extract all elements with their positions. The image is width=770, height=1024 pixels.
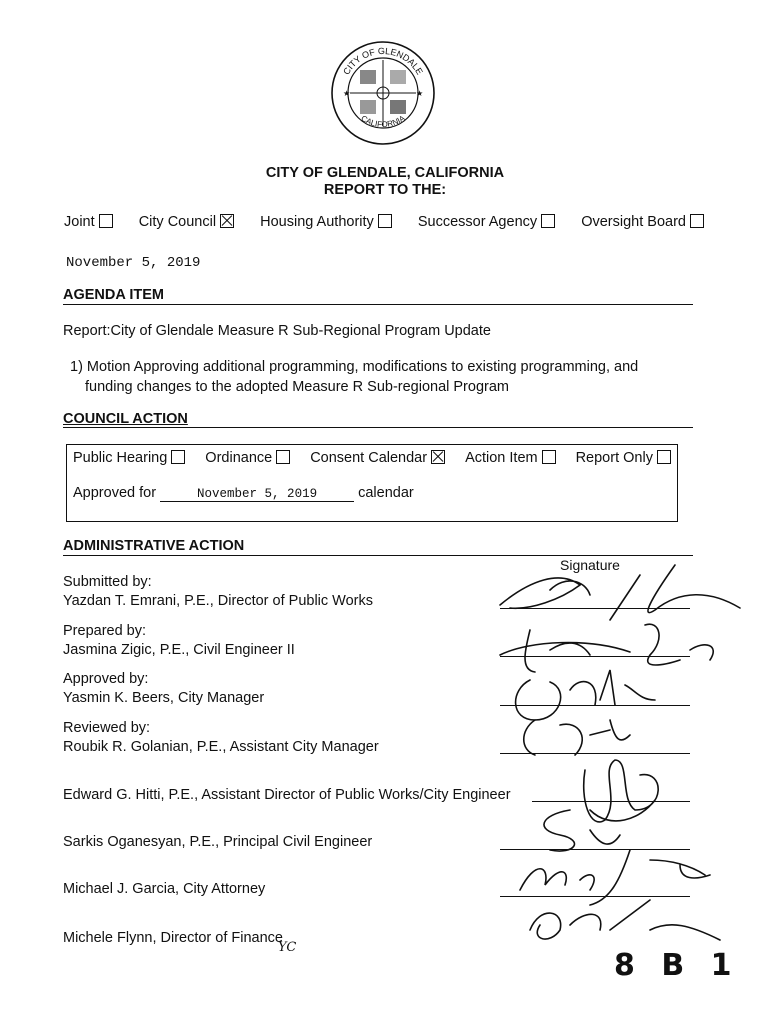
city-council-checkbox[interactable] (220, 214, 234, 228)
action-item-option[interactable]: Action Item (465, 450, 556, 466)
ordinance-checkbox[interactable] (276, 450, 290, 464)
consent-calendar-option[interactable]: Consent Calendar (310, 450, 445, 466)
approved-for-label: Approved for (73, 485, 157, 501)
housing-authority-option[interactable]: Housing Authority (260, 214, 392, 230)
city-seal-icon (330, 40, 436, 146)
oversight-board-option[interactable]: Oversight Board (581, 214, 704, 230)
joint-option[interactable]: Joint (64, 214, 113, 230)
report-only-option[interactable]: Report Only (576, 450, 671, 466)
agenda-rule (63, 304, 693, 305)
submitted-by-label: Submitted by: (63, 574, 152, 590)
flynn-name: Michele Flynn, Director of Finance (63, 930, 283, 946)
prepared-by-name: Jasmina Zigic, P.E., Civil Engineer II (63, 642, 295, 658)
approved-by-name: Yasmin K. Beers, City Manager (63, 690, 265, 706)
council-action-rule (63, 427, 693, 428)
housing-authority-checkbox[interactable] (378, 214, 392, 228)
oversight-board-checkbox[interactable] (690, 214, 704, 228)
report-to-row (64, 214, 704, 230)
council-action-box (66, 444, 678, 522)
agenda-item-1-line2: funding changes to the adopted Measure R Sub-regional Program (85, 379, 509, 395)
report-title: CITY OF GLENDALE, CALIFORNIA (265, 165, 505, 181)
calendar-label: calendar (358, 485, 414, 501)
council-action-heading: COUNCIL ACTION (63, 411, 188, 427)
public-hearing-checkbox[interactable] (171, 450, 185, 464)
report-subtitle: REPORT TO THE: (323, 182, 447, 198)
svg-text:★: ★ (416, 89, 424, 98)
report-only-checkbox[interactable] (657, 450, 671, 464)
city-council-option[interactable]: City Council (139, 214, 234, 230)
agenda-item-1-line1: 1) Motion Approving additional programming, modifications to existing programming, and (70, 359, 639, 375)
prepared-by-label: Prepared by: (63, 623, 147, 639)
ordinance-option[interactable]: Ordinance (205, 450, 290, 466)
joint-checkbox[interactable] (99, 214, 113, 228)
handwritten-signatures-icon (490, 560, 760, 960)
hitti-name: Edward G. Hitti, P.E., Assistant Director of Public Works/City Engineer (63, 787, 511, 803)
approved-for-date[interactable]: November 5, 2019 (160, 487, 354, 502)
svg-text:CALIFORNIA: CALIFORNIA (359, 113, 407, 130)
report-date: November 5, 2019 (66, 255, 201, 271)
agenda-item-number: 8 B 1 (614, 948, 740, 983)
administrative-action-rule (63, 555, 693, 556)
svg-text:★: ★ (343, 89, 351, 98)
consent-calendar-checkbox[interactable] (431, 450, 445, 464)
signature-column-label: Signature (560, 557, 620, 573)
administrative-action-heading: ADMINISTRATIVE ACTION (63, 538, 245, 554)
successor-agency-checkbox[interactable] (541, 214, 555, 228)
svg-text:CITY OF GLENDALE: CITY OF GLENDALE (341, 45, 425, 77)
approved-by-label: Approved by: (63, 671, 149, 687)
reviewed-by-label: Reviewed by: (63, 720, 151, 736)
action-item-checkbox[interactable] (542, 450, 556, 464)
report-line: Report:City of Glendale Measure R Sub-Regional Program Update (63, 323, 491, 339)
agenda-item-heading: AGENDA ITEM (63, 287, 164, 303)
reviewed-by-name: Roubik R. Golanian, P.E., Assistant City Manager (63, 739, 379, 755)
successor-agency-option[interactable]: Successor Agency (418, 214, 555, 230)
oganesyan-name: Sarkis Oganesyan, P.E., Principal Civil Engineer (63, 834, 373, 850)
initials: YC (278, 940, 297, 955)
submitted-by-name: Yazdan T. Emrani, P.E., Director of Public Works (63, 593, 373, 609)
public-hearing-option[interactable]: Public Hearing (73, 450, 185, 466)
garcia-name: Michael J. Garcia, City Attorney (63, 881, 266, 897)
